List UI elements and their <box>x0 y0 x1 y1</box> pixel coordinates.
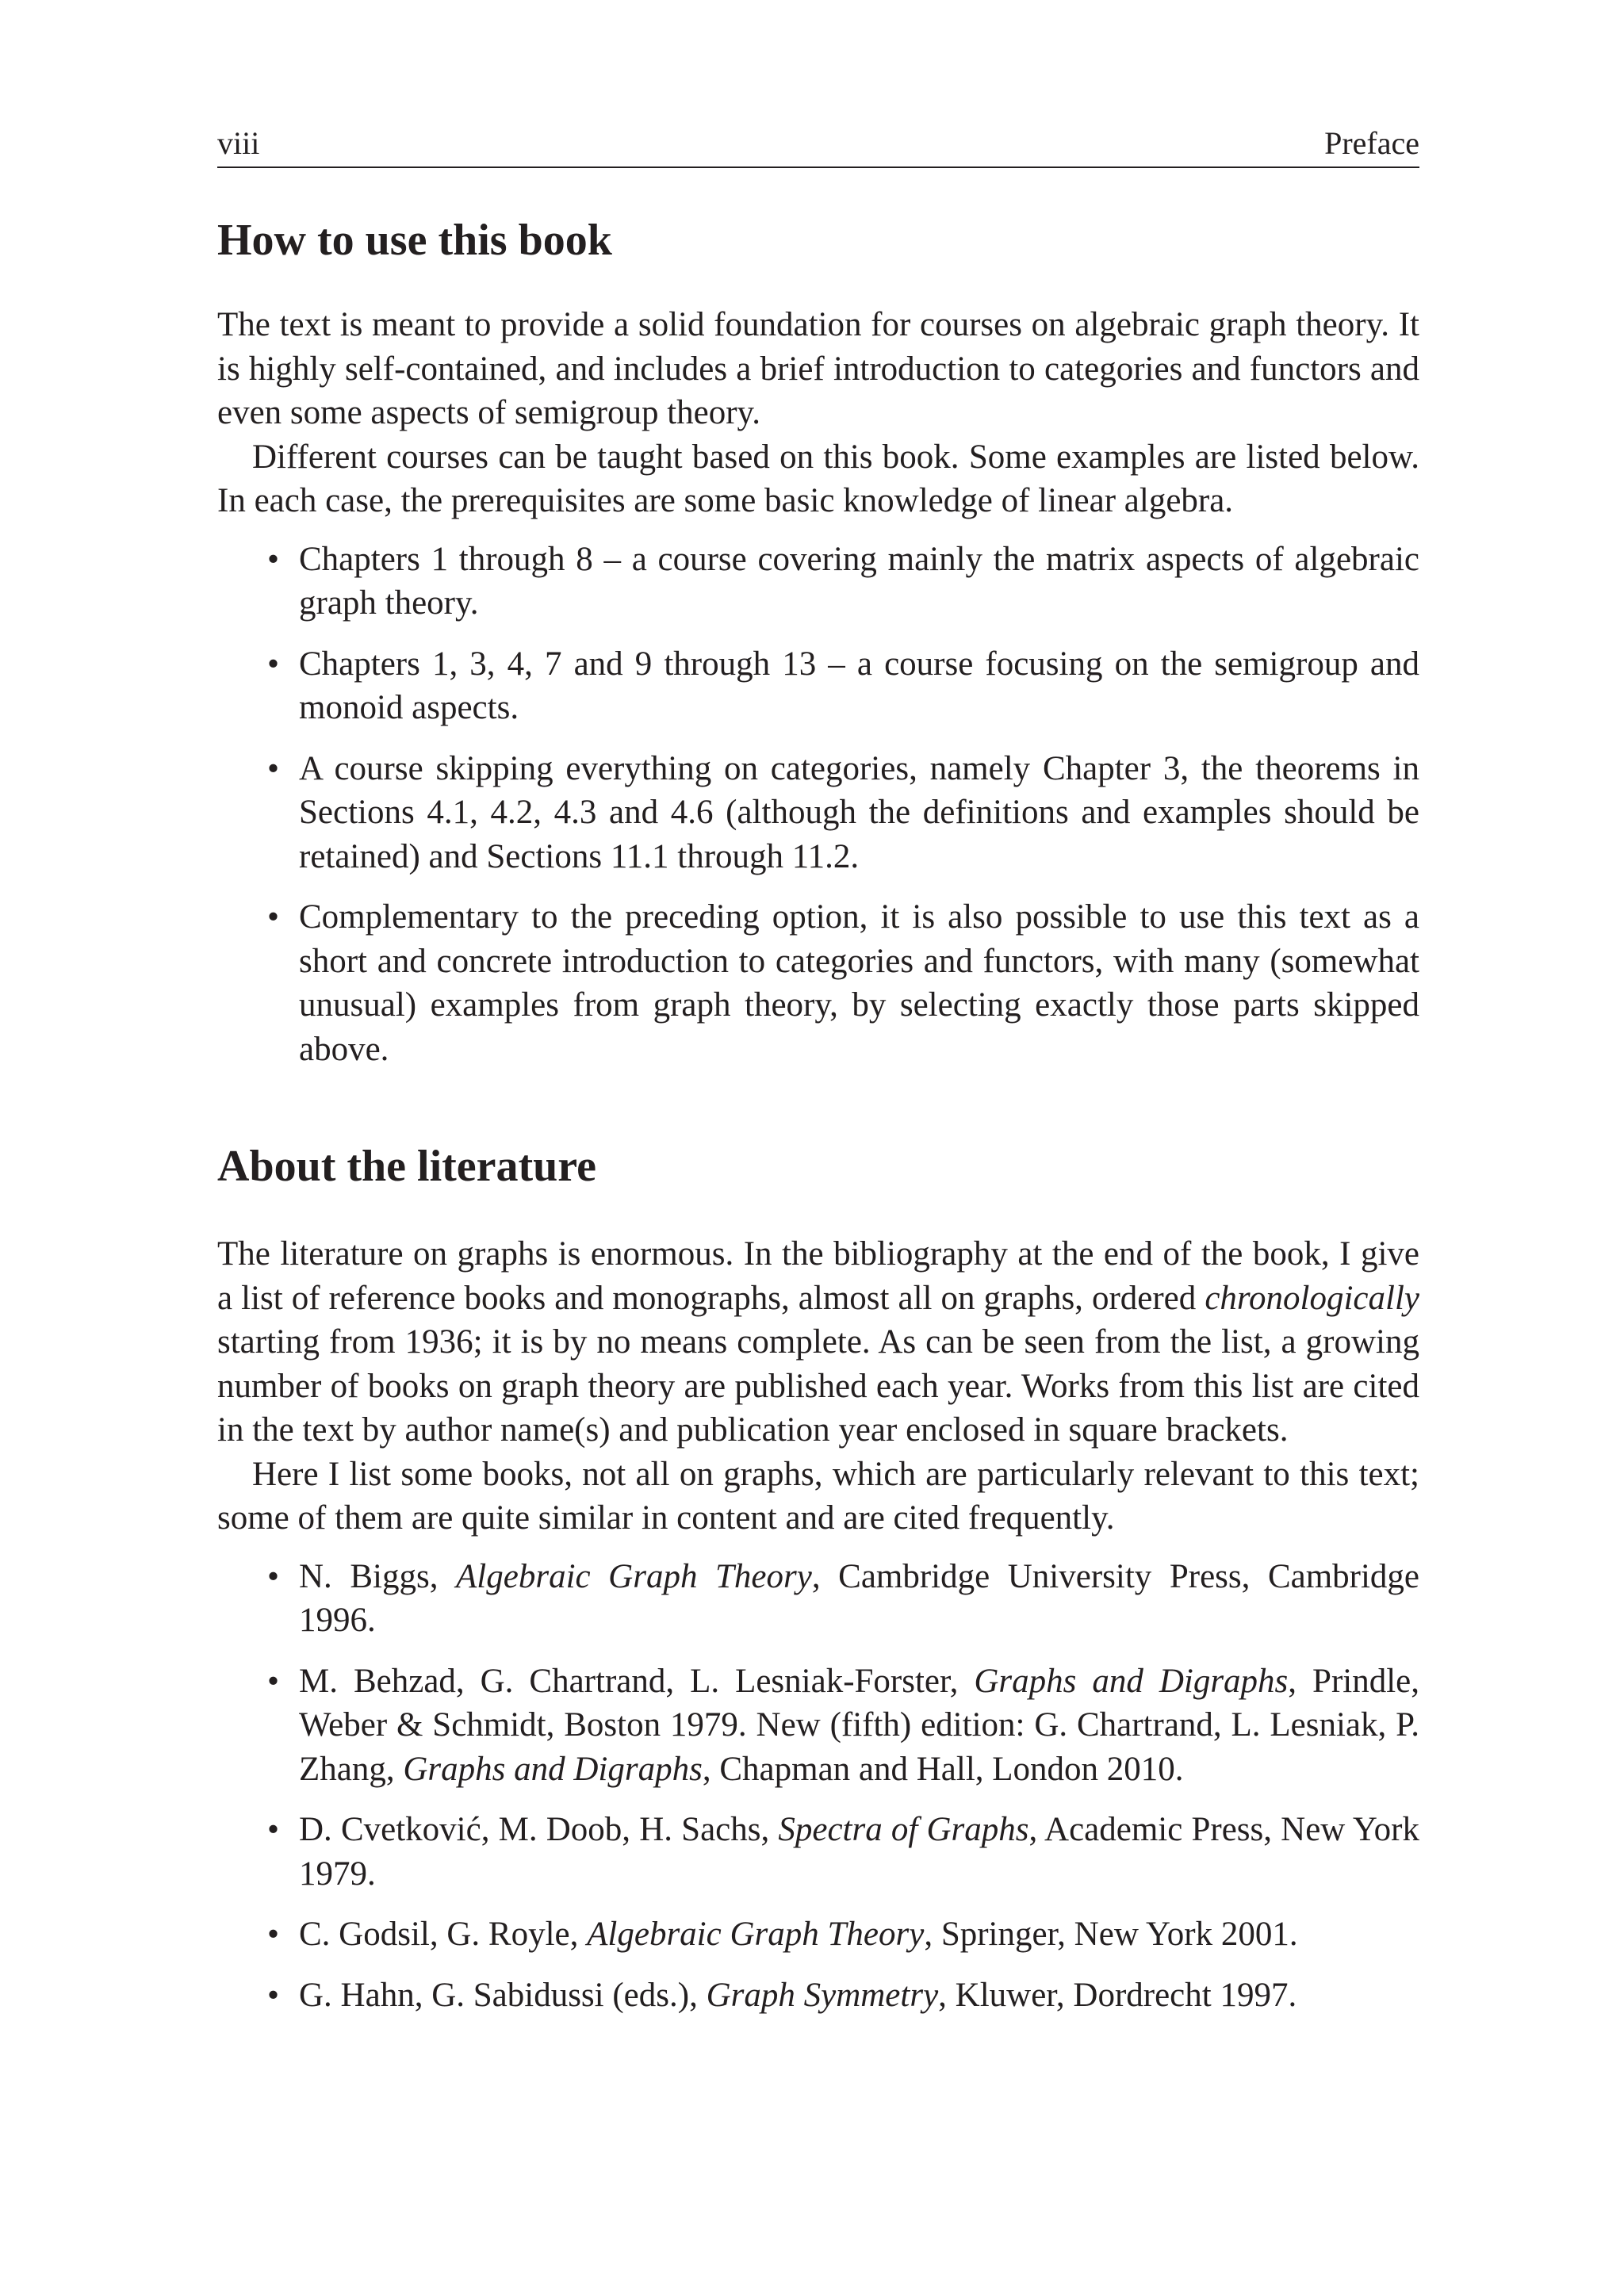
reference-publisher: , Chapman and Hall, London 2010. <box>702 1750 1184 1788</box>
reference-authors: D. Cvetković, M. Doob, H. Sachs, <box>299 1811 779 1848</box>
paragraph: Different courses can be taught based on this book. Some examples are listed below. In each case, the prerequisites are some basic knowledge of linear algebra. <box>217 438 1419 519</box>
reference-item <box>267 1555 1420 1643</box>
reference-authors: C. Godsil, G. Royle, <box>299 1916 588 1953</box>
reference-publisher: , Springer, New York 2001. <box>924 1916 1298 1953</box>
reference-publisher: , Prindle, Weber & Schmidt, Boston 1979. New (fifth) edition: G. Chartrand, L. Lesniak, P. Zhang, <box>299 1662 1419 1788</box>
literature-body <box>217 1232 1419 2034</box>
reference-authors: G. Hahn, G. Sabidussi (eds.), <box>299 1976 707 2014</box>
reference-publisher: , Academic Press, New York 1979. <box>299 1811 1419 1893</box>
chapter-title: Preface <box>1324 125 1419 161</box>
how-to-use-body <box>217 303 1419 1088</box>
section-heading-how-to-use: How to use this book <box>217 216 612 265</box>
emphasis: chronologically <box>1205 1279 1419 1317</box>
list-item <box>267 747 1419 879</box>
section-heading-literature: About the literature <box>217 1142 596 1191</box>
reference-title: Spectra of Graphs <box>778 1811 1029 1848</box>
page-number: viii <box>217 125 260 161</box>
paragraph-text: starting from 1936; it is by no means complete. As can be seen from the list, a growing number of books on graph theory are published each year. Works from this list are cited in the text by author name(s) and publication year enclosed in square brackets. <box>217 1323 1419 1449</box>
bullet-icon: • <box>267 1976 280 2014</box>
reference-item <box>267 1659 1419 1792</box>
paragraph: Here I list some books, not all on graphs, which are particularly relevant to this text; some of them are quite similar in content and are cited frequently. <box>217 1455 1419 1537</box>
reference-item <box>267 1973 1419 2018</box>
reference-item <box>267 1912 1419 1957</box>
bullet-icon: • <box>267 1811 280 1848</box>
bullet-icon: • <box>267 645 280 683</box>
reference-title: Algebraic Graph Theory <box>587 1916 925 1953</box>
bullet-icon: • <box>267 540 280 578</box>
bullet-icon: • <box>267 1662 280 1700</box>
bullet-icon: • <box>267 1916 280 1953</box>
paragraph <box>217 1232 1419 1453</box>
reference-list <box>217 1555 1419 2018</box>
course-list <box>217 538 1419 1072</box>
reference-title: Graph Symmetry <box>706 1976 939 2014</box>
reference-title: Graphs and Digraphs <box>974 1662 1289 1700</box>
list-item <box>267 895 1419 1071</box>
bullet-icon: • <box>267 749 280 787</box>
reference-item <box>267 1808 1419 1896</box>
paragraph: The text is meant to provide a solid foundation for courses on algebraic graph theory. It is highly self-contained, and includes a brief introduction to categories and functors and even some aspects of semigroup theory. <box>217 306 1419 431</box>
bullet-icon: • <box>267 898 280 936</box>
reference-publisher: , Kluwer, Dordrecht 1997. <box>938 1976 1297 2014</box>
list-item-text: Chapters 1, 3, 4, 7 and 9 through 13 – a course focusing on the semigroup and monoid aspects. <box>299 645 1419 726</box>
reference-authors: N. Biggs, <box>299 1557 457 1595</box>
reference-title: Algebraic Graph Theory <box>456 1557 812 1595</box>
list-item <box>267 538 1419 626</box>
list-item-text: Chapters 1 through 8 – a course covering mainly the matrix aspects of algebraic graph theory. <box>299 540 1419 622</box>
paragraph-text: The literature on graphs is enormous. In the bibliography at the end of the book, I give a list of reference books and monographs, almost all on graphs, ordered <box>217 1235 1419 1317</box>
running-head <box>217 121 1419 168</box>
reference-authors: M. Behzad, G. Chartrand, L. Lesniak-Forster, <box>299 1662 975 1700</box>
reference-publisher: , Cambridge University Press, Cambridge 1996. <box>299 1557 1420 1639</box>
bullet-icon: • <box>267 1557 280 1595</box>
list-item <box>267 642 1419 730</box>
list-item-text: A course skipping everything on categories, namely Chapter 3, the theorems in Sections 4.1, 4.2, 4.3 and 4.6 (although the definitions and examples should be retained) and Sections 11.1 through 11.2. <box>299 749 1419 875</box>
list-item-text: Complementary to the preceding option, it is also possible to use this text as a short and concrete introduction to categories and functors, with many (somewhat unusual) examples from graph theory, by selecting exactly those parts skipped above. <box>299 898 1419 1068</box>
reference-title: Graphs and Digraphs <box>403 1750 703 1788</box>
